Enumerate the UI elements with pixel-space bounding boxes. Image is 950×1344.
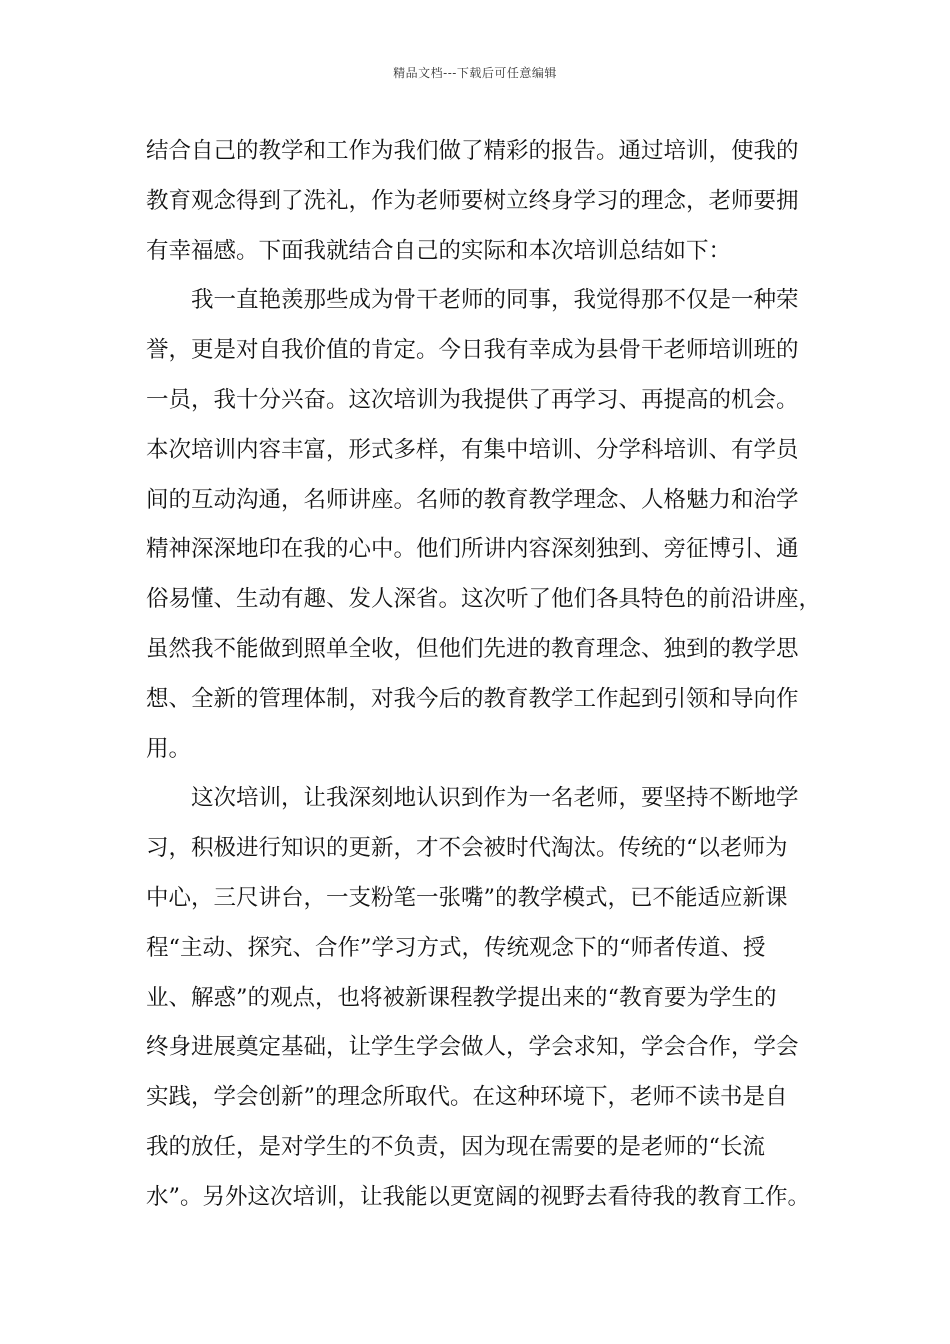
- text-line: 用。: [146, 735, 192, 762]
- text-line: 我的放任，是对学生的不负责，因为现在需要的是老师的“长流: [146, 1133, 766, 1160]
- text-line: 精神深深地印在我的心中。他们所讲内容深刻独到、旁征博引、通: [146, 536, 799, 563]
- text-line: 习，积极进行知识的更新，才不会被时代淘汰。传统的“以老师为: [146, 835, 788, 862]
- text-line: 结合自己的教学和工作为我们做了精彩的报告。通过培训，使我的: [146, 138, 799, 164]
- text-line: 教育观念得到了洗礼，作为老师要树立终身学习的理念，老师要拥: [146, 187, 799, 214]
- text-line: 本次培训内容丰富，形式多样，有集中培训、分学科培训、有学员: [146, 436, 799, 463]
- text-line: 有幸福感。下面我就结合自己的实际和本次培训总结如下：: [146, 237, 732, 264]
- text-line: 水”。另外这次培训，让我能以更宽阔的视野去看待我的教育工作。: [146, 1183, 811, 1210]
- text-line: 誉，更是对自我价值的肯定。今日我有幸成为县骨干老师培训班的: [146, 337, 799, 364]
- text-line: 业、解惑”的观点，也将被新课程教学提出来的“教育要为学生的: [146, 984, 777, 1011]
- text-line: 实践，学会创新”的理念所取代。在这种环境下，老师不读书是自: [146, 1084, 788, 1111]
- paragraph-start-line: 这次培训，让我深刻地认识到作为一名老师，要坚持不断地学: [191, 785, 799, 812]
- text-line: 程“主动、探究、合作”学习方式，传统观念下的“师者传道、授: [146, 934, 766, 961]
- text-line: 一员，我十分兴奋。这次培训为我提供了再学习、再提高的机会。: [146, 386, 799, 413]
- text-line: 虽然我不能做到照单全收，但他们先进的教育理念、独到的教学思: [146, 635, 799, 662]
- document-body: [146, 127, 826, 1223]
- text-line: 想、全新的管理体制，对我今后的教育教学工作起到引领和导向作: [146, 685, 799, 712]
- text-line: 间的互动沟通，名师讲座。名师的教育教学理念、人格魅力和治学: [146, 486, 799, 513]
- text-line: 终身进展奠定基础，让学生学会做人，学会求知，学会合作，学会: [146, 1034, 799, 1061]
- text-line: 中心，三尺讲台，一支粉笔一张嘴”的教学模式，已不能适应新课: [146, 884, 788, 911]
- paragraph-start-line: 我一直艳羡那些成为骨干老师的同事，我觉得那不仅是一种荣: [191, 287, 799, 314]
- text-line: 俗易懂、生动有趣、发人深省。这次听了他们各具特色的前沿讲座，: [146, 586, 822, 613]
- page-header: 精品文档---下载后可任意编辑: [393, 66, 557, 80]
